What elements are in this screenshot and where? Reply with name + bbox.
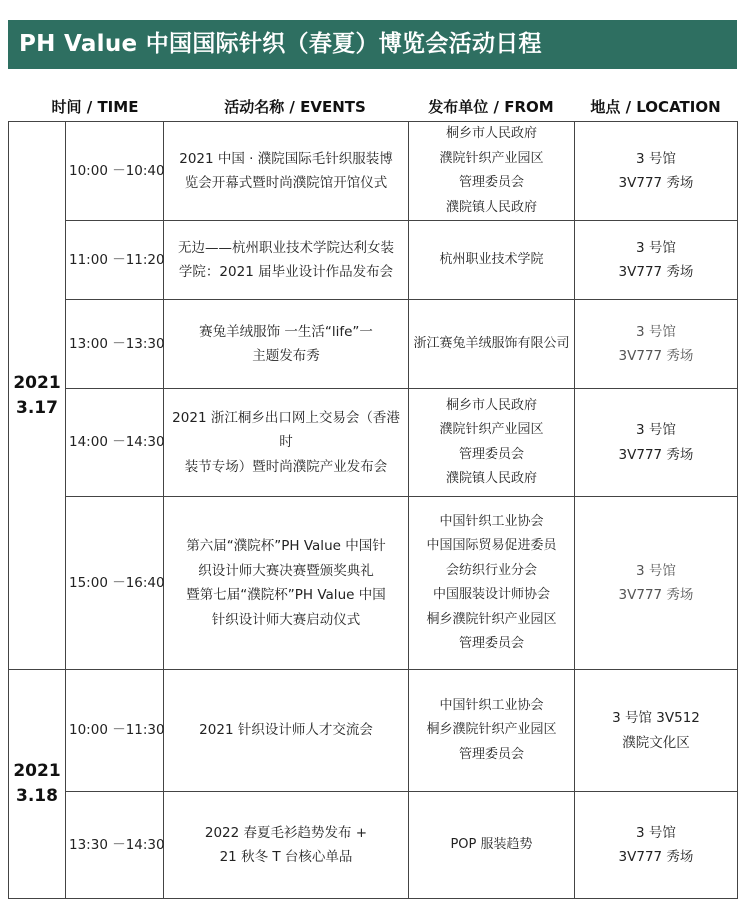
event-cell	[164, 792, 409, 899]
time-cell: 10:00 －10:40	[66, 122, 164, 221]
location-cell	[575, 221, 738, 300]
event-line: 主题发布秀	[252, 348, 320, 364]
event-line: 装节专场）暨时尚濮院产业发布会	[184, 458, 388, 475]
time-cell: 11:00 －11:20	[66, 221, 164, 300]
from-line: 浙江赛兔羊绒服饰有限公司	[413, 335, 570, 351]
event-cell	[164, 122, 409, 221]
from-line: 濮院针织产业园区	[439, 422, 544, 437]
from-line: 濮院镇人民政府	[445, 471, 537, 486]
event-line: 21 秋冬 T 台核心单品	[219, 849, 353, 865]
from-line: 管理委员会	[458, 636, 524, 651]
event-cell	[164, 221, 409, 300]
location-cell	[575, 300, 738, 389]
event-cell	[164, 497, 409, 670]
location-cell	[575, 122, 738, 221]
location-line: 3V777 秀场	[618, 348, 694, 364]
event-line: 学院：2021 届毕业设计作品发布会	[178, 264, 394, 280]
location-cell	[575, 497, 738, 670]
from-line: 桐乡濮院针织产业园区	[426, 722, 557, 738]
date-year: 2021	[13, 372, 61, 393]
from-cell	[409, 792, 575, 899]
event-line: 无边——杭州职业技术学院达利女装	[178, 239, 394, 256]
time-cell: 10:00 －11:30	[66, 670, 164, 792]
event-cell	[164, 670, 409, 792]
location-line: 3 号馆 3V512	[612, 710, 700, 726]
from-line: 桐乡市人民政府	[445, 126, 537, 141]
location-line: 3V777 秀场	[618, 175, 694, 191]
location-line: 3 号馆	[636, 422, 676, 438]
location-cell	[575, 792, 738, 899]
from-line: 濮院针织产业园区	[439, 150, 544, 166]
from-line: 管理委员会	[458, 746, 524, 762]
table-row	[9, 221, 738, 300]
from-line: 中国国际贸易促进委员	[426, 538, 557, 553]
table-row	[9, 792, 738, 899]
page-title: PH Value 中国国际针织（春夏）博览会活动日程	[8, 20, 737, 69]
event-cell	[164, 300, 409, 389]
from-line: 杭州职业技术学院	[439, 251, 544, 267]
location-cell	[575, 670, 738, 792]
from-cell	[409, 221, 575, 300]
schedule-table	[8, 121, 738, 899]
header-events: 活动名称 / EVENTS	[224, 98, 366, 116]
from-cell	[409, 497, 575, 670]
location-line: 3 号馆	[636, 562, 676, 579]
location-line: 3 号馆	[636, 824, 676, 841]
location-cell	[575, 389, 738, 497]
from-line: 管理委员会	[458, 175, 524, 190]
table-row	[9, 300, 738, 389]
location-line: 濮院文化区	[622, 734, 690, 751]
time-cell: 15:00 －16:40	[66, 497, 164, 670]
time-cell: 14:00 －14:30	[66, 389, 164, 497]
location-line: 3V777 秀场	[618, 446, 694, 463]
location-line: 3V777 秀场	[618, 264, 694, 280]
event-line: 暨第七届“濮院杯”PH Value 中国	[186, 587, 386, 603]
location-line: 3 号馆	[636, 239, 676, 256]
header-location: 地点 / LOCATION	[590, 98, 721, 116]
event-line: 2021 浙江桐乡出口网上交易会（香港时	[172, 409, 400, 451]
table-row	[9, 497, 738, 670]
event-line: 赛兔羊绒服饰 一生活“life”一	[199, 323, 373, 340]
date-day: 3.18	[16, 786, 58, 806]
from-cell	[409, 389, 575, 497]
from-line: 中国针织工业协会	[439, 697, 544, 713]
from-line: 濮院镇人民政府	[445, 199, 537, 215]
table-row	[9, 389, 738, 497]
event-line: 2021 针织设计师人才交流会	[199, 722, 373, 739]
from-line: 中国服装设计师协会	[432, 587, 550, 602]
event-cell	[164, 389, 409, 497]
location-line: 3V777 秀场	[618, 587, 694, 603]
header-from: 发布单位 / FROM	[428, 98, 554, 116]
location-line: 3 号馆	[636, 150, 676, 167]
time-cell: 13:00 －13:30	[66, 300, 164, 389]
event-line: 织设计师大赛决赛暨颁奖典礼	[198, 562, 374, 579]
location-line: 3V777 秀场	[618, 849, 694, 865]
table-row	[9, 670, 738, 792]
from-cell	[409, 670, 575, 792]
location-line: 3 号馆	[636, 323, 676, 340]
date-day: 3.17	[16, 397, 58, 418]
event-line: 览会开幕式暨时尚濮院馆开馆仪式	[184, 175, 388, 191]
date-cell	[9, 670, 66, 899]
event-line: 针织设计师大赛启动仪式	[211, 611, 361, 628]
event-line: 2021 中国 · 濮院国际毛针织服装博	[179, 150, 393, 167]
from-cell	[409, 300, 575, 389]
event-line: 第六届“濮院杯”PH Value 中国针	[186, 538, 386, 554]
from-cell	[409, 122, 575, 221]
from-line: 中国针织工业协会	[439, 513, 544, 529]
from-line: 桐乡濮院针织产业园区	[426, 611, 557, 627]
table-row	[9, 122, 738, 221]
from-line: 会纺织行业分会	[445, 562, 537, 578]
from-line: POP 服装趋势	[450, 836, 533, 852]
from-line: 桐乡市人民政府	[445, 397, 537, 413]
time-cell: 13:30 －14:30	[66, 792, 164, 899]
event-line: 2022 春夏毛衫趋势发布 +	[204, 824, 368, 841]
header-time: 时间 / TIME	[51, 98, 139, 116]
date-year: 2021	[13, 761, 61, 781]
date-cell	[9, 122, 66, 670]
from-line: 管理委员会	[458, 446, 524, 462]
